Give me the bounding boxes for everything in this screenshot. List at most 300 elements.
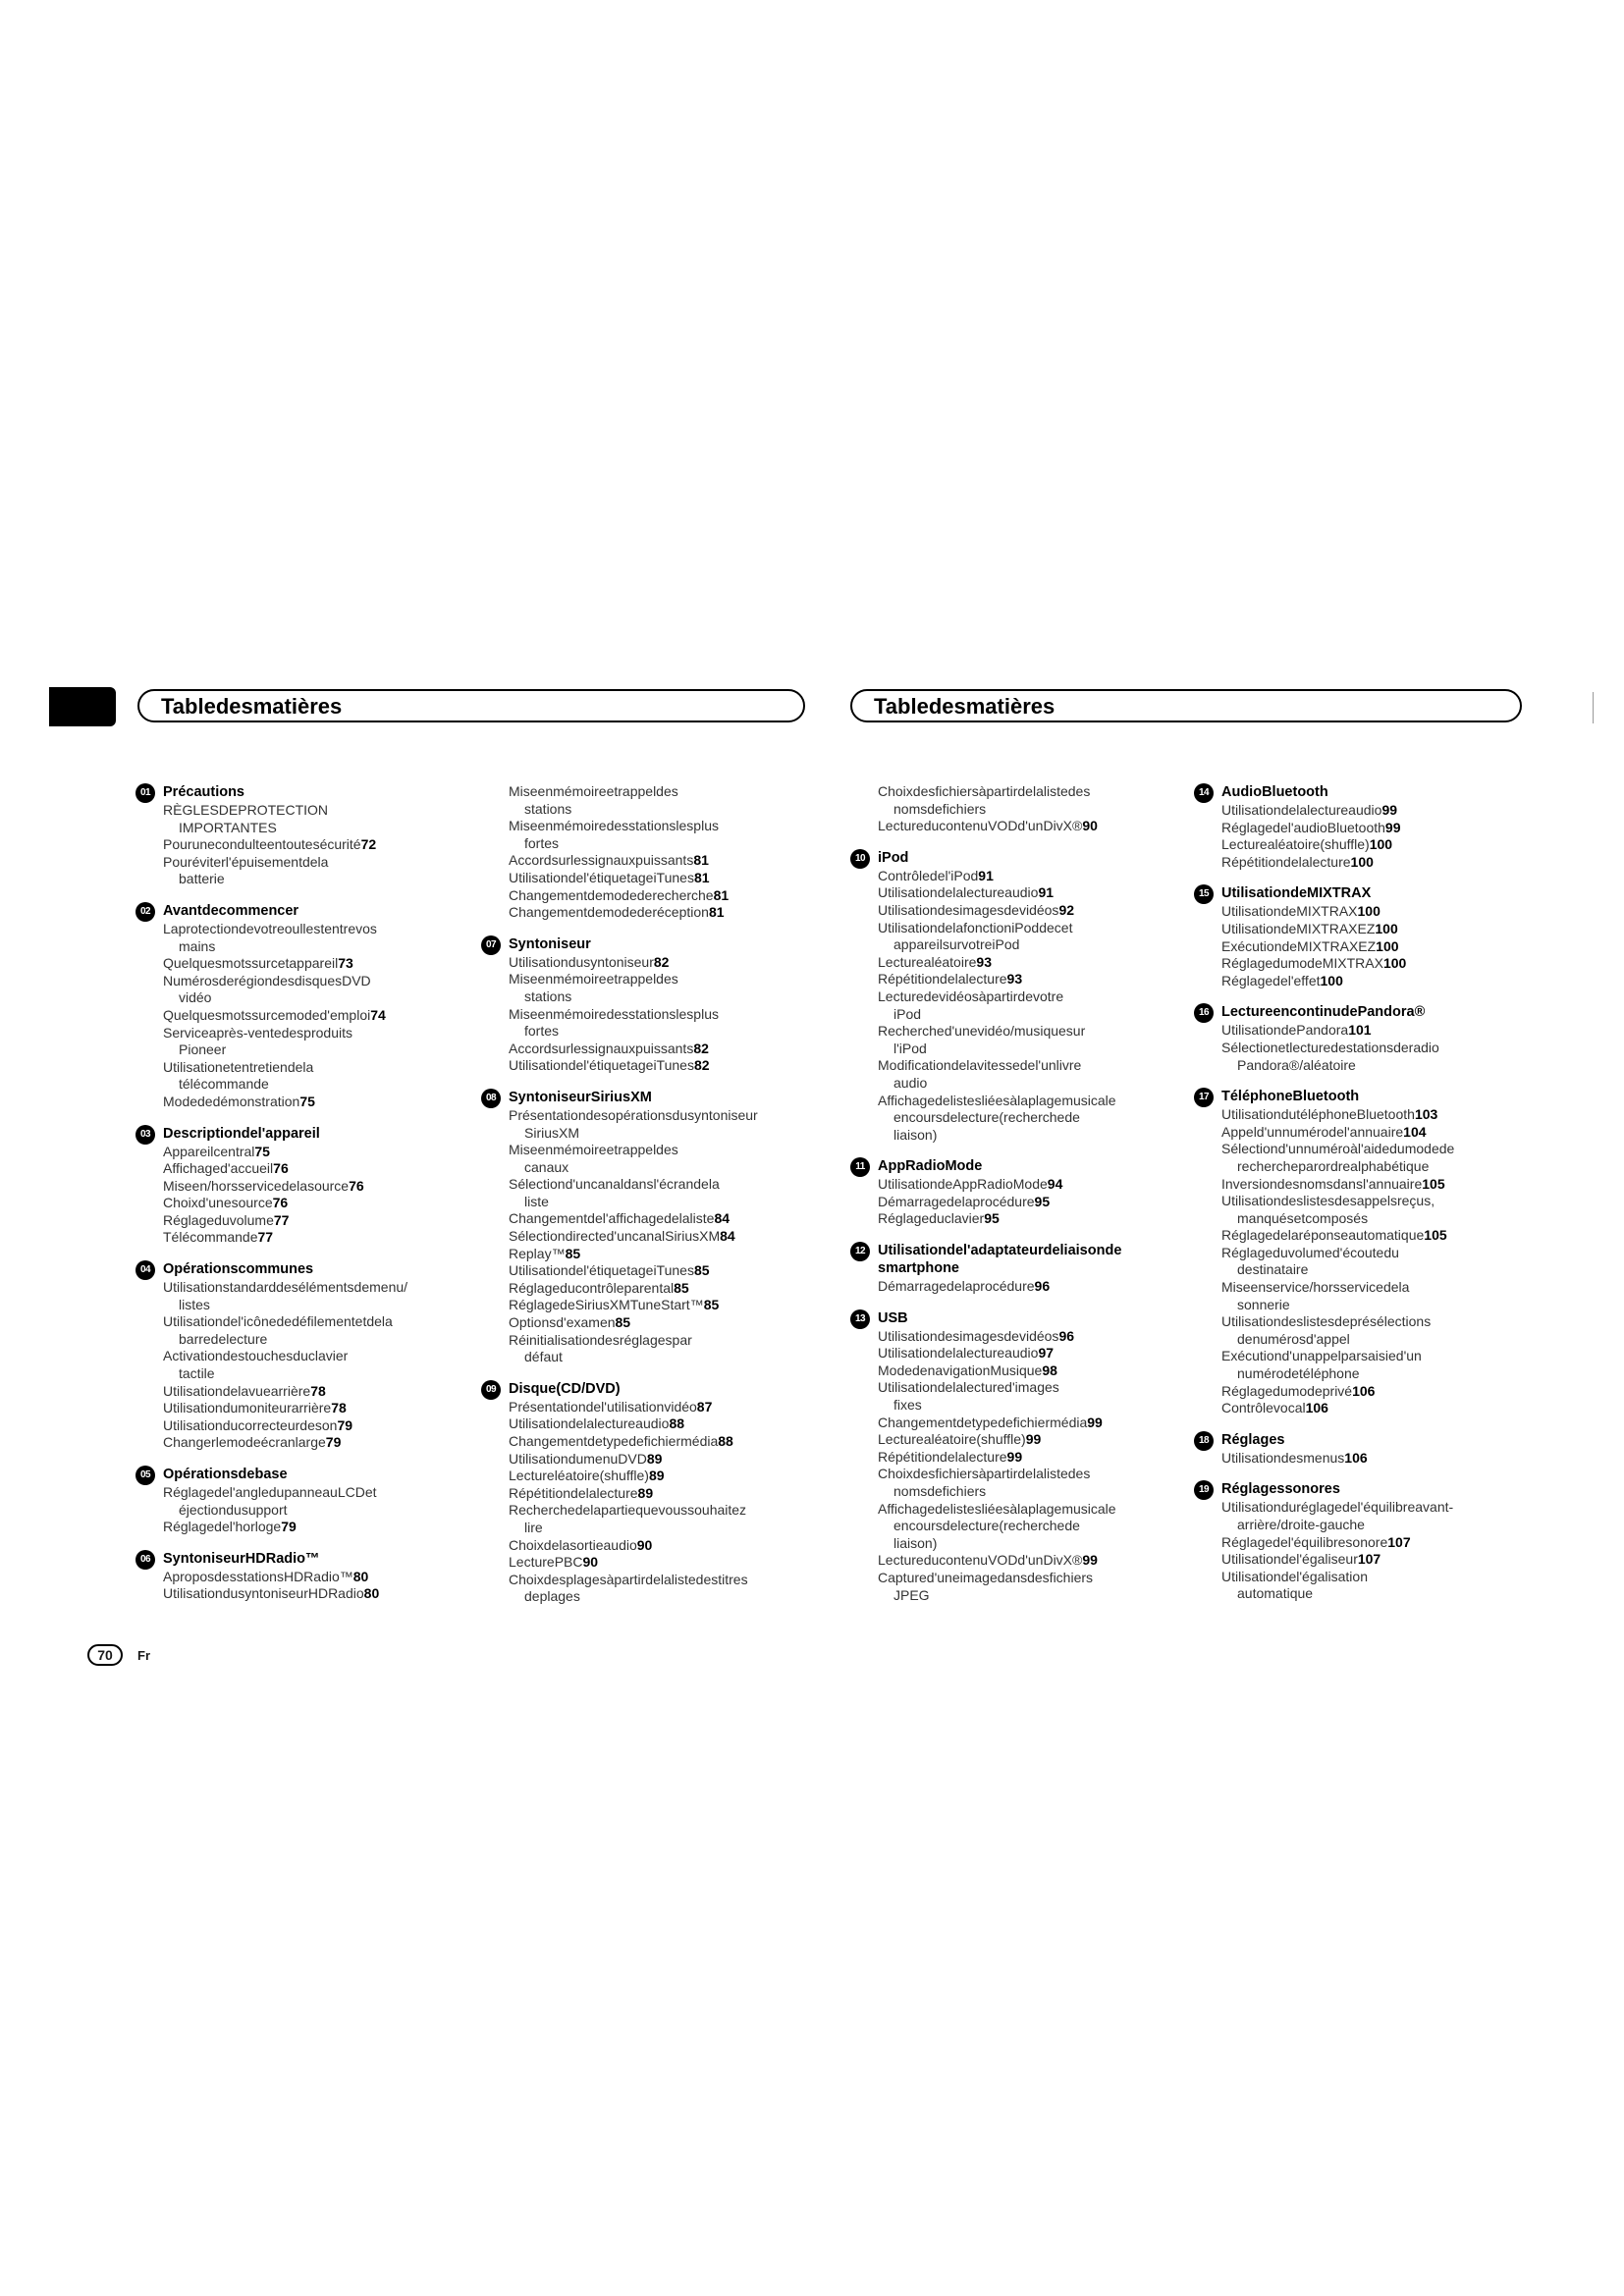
entry-text: Miseenmémoireetrappeldes [509,783,678,799]
entry-text: Utilisationdelavuearrière [163,1382,311,1399]
toc-entry[interactable] [135,1383,460,1401]
toc-entry[interactable] [1194,1022,1518,1040]
toc-entry[interactable] [1194,1313,1518,1348]
toc-entry[interactable] [481,818,805,852]
toc-entry[interactable] [850,1570,1174,1604]
entry-text: Démarragedelaprocédure [878,1278,1035,1295]
entry-text: arrière/droite-gauche [1237,1517,1365,1532]
entry-text: UtilisationdutéléphoneBluetooth [1221,1106,1415,1123]
toc-entry[interactable] [850,1415,1174,1432]
entry-text: Utilisationdesimagesdevidéos [878,1327,1059,1344]
toc-entry[interactable] [135,854,460,888]
toc-section [850,1242,1174,1296]
toc-entry[interactable] [1194,1534,1518,1552]
section-heading[interactable] [135,1550,460,1568]
toc-entry[interactable] [481,904,805,922]
toc-entry[interactable] [481,1537,805,1555]
entry-text: iPod [893,1005,922,1022]
toc-entry[interactable] [1194,921,1518,938]
toc-entry[interactable] [481,1433,805,1451]
entry-text: fortes [524,834,560,851]
section-heading[interactable] [481,1380,805,1398]
entry-page-number: 90 [582,1554,599,1571]
entry-text: Quelquesmotssurcetappareil [163,955,339,972]
toc-section [135,902,460,1111]
section-heading[interactable] [1194,884,1518,902]
toc-entry[interactable] [135,1160,460,1178]
entry-text: Miseenservice/horsservicedela [1221,1279,1410,1296]
entry-text: AproposdesstationsHDRadio™ [163,1568,353,1584]
entry-text: Changementdemodederéception [509,904,709,921]
entry-text: télécommande [179,1076,269,1093]
toc-entry[interactable] [135,1434,460,1452]
toc-entry[interactable] [850,1379,1174,1414]
entry-page-number: 75 [254,1143,270,1159]
section-heading[interactable] [481,1089,805,1106]
section-heading[interactable] [135,783,460,801]
entry-text: Modificationdelavitessedel'unlivre [878,1057,1082,1074]
section-number-badge: 03 [135,1125,155,1145]
entry-text: RéglagedeSiriusXMTuneStart™ [509,1297,704,1313]
toc-entry[interactable] [481,954,805,972]
section-number-badge: 01 [135,783,155,803]
entry-text: Utilisationducorrecteurdeson [163,1416,338,1433]
entry-page-number: 81 [713,886,730,903]
toc-entry[interactable] [135,1025,460,1059]
entry-text: Appeld'unnumérodel'annuaire [1221,1123,1404,1140]
entry-text: Utilisationdel'égalisation [1221,1568,1368,1584]
section-heading[interactable] [135,1260,460,1278]
toc-entry[interactable] [850,988,1174,1023]
entry-page-number: 98 [1042,1362,1057,1378]
entry-page-number: 82 [693,1057,710,1074]
toc-entry[interactable] [850,1278,1174,1296]
toc-section [1194,1431,1518,1468]
toc-entry[interactable] [135,836,460,854]
toc-entry[interactable] [135,1195,460,1212]
entry-text: Réglagedel'équilibresonore [1221,1533,1388,1550]
toc-entry[interactable] [850,1362,1174,1380]
section-number-badge: 17 [1194,1088,1214,1107]
entry-text: UtilisationdeMIXTRAX [1221,903,1358,920]
entry-page-number: 87 [696,1398,713,1415]
entry-text: Exécutiond'unappelparsaisied'un [1221,1348,1422,1364]
toc-entry[interactable] [135,973,460,1007]
entry-page-number: 106 [1305,1400,1328,1416]
entry-text: Réglageducontrôleparental [509,1279,675,1296]
toc-entry[interactable] [850,1176,1174,1194]
toc-entry[interactable] [135,1484,460,1519]
entry-text: Miseenmémoiredesstationslesplus [509,1005,719,1022]
toc-entry[interactable] [850,971,1174,988]
toc-section [481,1380,805,1606]
toc-entry[interactable] [850,1345,1174,1362]
entry-page-number: 99 [1381,802,1398,818]
toc-section [135,1466,460,1536]
toc-entry[interactable] [135,1519,460,1536]
toc-entry[interactable] [481,852,805,870]
toc-entry[interactable] [1194,854,1518,872]
entry-text: UtilisationdePandora [1221,1022,1349,1039]
toc-entry[interactable] [1194,1383,1518,1401]
section-heading[interactable] [1194,783,1518,801]
entry-text: Laprotectiondevotreoullestentrevos [163,920,377,936]
section-tab-marker [49,687,116,726]
section-title: LectureencontinudePandora® [1221,1004,1426,1021]
section-number-badge: 06 [135,1550,155,1570]
toc-entry[interactable] [481,1572,805,1606]
toc-entry[interactable] [481,1262,805,1280]
entry-page-number: 85 [565,1245,581,1261]
section-title: Réglagessonores [1221,1481,1340,1498]
toc-entry[interactable] [481,1246,805,1263]
toc-entry[interactable] [481,1280,805,1298]
toc-entry[interactable] [850,1194,1174,1211]
toc-entry[interactable] [135,1178,460,1196]
entry-text: Changementdel'affichagedelaliste [509,1210,715,1227]
section-heading[interactable] [850,849,1174,867]
toc-entry[interactable] [481,1041,805,1058]
entry-text: Recherchedelapartiequevoussouhaitez [509,1502,747,1519]
toc-entry[interactable] [1194,1348,1518,1382]
toc-entry[interactable] [1194,802,1518,820]
entry-page-number: 84 [720,1228,735,1245]
toc-entry[interactable] [850,1210,1174,1228]
section-heading[interactable] [135,902,460,920]
entry-page-number: 77 [273,1211,290,1228]
toc-entry[interactable] [481,1502,805,1536]
entry-page-number: 78 [310,1382,326,1399]
entry-text: LectureducontenuVODd'unDivX® [878,1552,1083,1569]
toc-entry[interactable] [481,1314,805,1332]
entry-text: Utilisationetentretiendela [163,1058,314,1075]
section-number-badge: 07 [481,935,501,955]
section-heading[interactable] [1194,1431,1518,1449]
section-number-badge: 15 [1194,884,1214,904]
entry-text: RÈGLESDEPROTECTION [163,802,329,818]
toc-section [850,1309,1174,1605]
toc-entry[interactable] [850,1466,1174,1500]
entry-text: LecturePBC [509,1554,583,1571]
entry-page-number: 80 [352,1568,369,1584]
entry-text: nomsdefichiers [893,800,987,817]
entry-text: Présentationdesopérationsdusyntoniseur [509,1106,758,1123]
entry-text: Réglagedel'horloge [163,1519,282,1535]
section-number-badge: 18 [1194,1431,1214,1451]
toc-entry[interactable] [1194,1569,1518,1603]
toc-entry[interactable] [135,1229,460,1247]
entry-page-number: 99 [1025,1431,1042,1448]
toc-entry[interactable] [1194,1450,1518,1468]
page-number: 70 [87,1644,123,1666]
toc-entry[interactable] [1194,955,1518,973]
entry-text: Répétitiondelalecture [509,1484,638,1501]
section-title: AppRadioMode [878,1158,983,1175]
toc-section [481,783,805,922]
entry-page-number: 79 [281,1519,297,1535]
toc-entry[interactable] [1194,1106,1518,1124]
toc-entry[interactable] [481,1006,805,1041]
section-heading[interactable] [1194,1003,1518,1021]
entry-text: Utilisationstandarddesélémentsdemenu/ [163,1279,408,1296]
toc-entry[interactable] [481,1554,805,1572]
section-heading[interactable] [135,1466,460,1483]
entry-page-number: 93 [976,953,992,970]
toc-entry[interactable] [135,1585,460,1603]
entry-page-number: 100 [1369,836,1393,853]
entry-text: mains [179,937,216,954]
entry-text: listes [179,1296,210,1312]
entry-page-number: 95 [984,1210,1000,1227]
toc-entry[interactable] [135,1279,460,1313]
toc-entry[interactable] [1194,1227,1518,1245]
entry-text: Répétitiondelalecture [878,971,1007,988]
entry-text: Replay™ [509,1245,566,1261]
toc-column-1 [135,783,460,1617]
toc-entry[interactable] [850,1552,1174,1570]
toc-entry[interactable] [481,1210,805,1228]
entry-page-number: 94 [1047,1176,1063,1193]
toc-section [1194,1088,1518,1417]
toc-entry[interactable] [1194,938,1518,956]
section-heading[interactable] [135,1125,460,1143]
entry-text: Utilisationdelalectured'images [878,1379,1059,1396]
section-title: AudioBluetooth [1221,784,1328,800]
entry-text: batterie [179,871,225,887]
toc-entry[interactable] [135,1059,460,1094]
entry-text: fixes [893,1397,922,1414]
section-title: SyntoniseurSiriusXM [509,1089,652,1105]
entry-text: ModedenavigationMusique [878,1362,1043,1378]
toc-entry[interactable] [481,1176,805,1210]
entry-text: Réglagedel'audioBluetooth [1221,819,1385,835]
entry-text: Sélectiond'unnuméroàl'aidedumodede [1221,1141,1455,1157]
toc-entry[interactable] [850,1023,1174,1057]
entry-text: deplages [524,1588,580,1605]
toc-entry[interactable] [1194,903,1518,921]
entry-page-number: 91 [1038,884,1055,901]
entry-page-number: 92 [1058,901,1075,918]
toc-entry[interactable] [481,1415,805,1433]
entry-text: Utilisationdel'icônededéfilementetdela [163,1313,393,1330]
toc-section [481,935,805,1075]
entry-page-number: 81 [693,852,709,869]
page-title-left: Tabledesmatières [161,694,343,719]
section-heading[interactable] [1194,1088,1518,1105]
toc-entry[interactable] [481,1228,805,1246]
toc-entry[interactable] [850,1431,1174,1449]
toc-entry[interactable] [481,1107,805,1142]
toc-entry[interactable] [850,1057,1174,1092]
entry-page-number: 85 [674,1279,689,1296]
toc-entry[interactable] [135,1400,460,1417]
toc-entry[interactable] [135,955,460,973]
toc-entry[interactable] [850,1449,1174,1467]
entry-text: Télécommande [163,1229,258,1246]
entry-page-number: 107 [1387,1533,1411,1550]
toc-entry[interactable] [1194,1124,1518,1142]
entry-text: UtilisationdusyntoniseurHDRadio [163,1585,364,1602]
toc-entry[interactable] [850,884,1174,902]
toc-entry[interactable] [1194,836,1518,854]
section-title: Réglages [1221,1431,1285,1448]
section-number-badge: 19 [1194,1480,1214,1500]
entry-page-number: 85 [615,1314,631,1331]
toc-entry[interactable] [1194,1176,1518,1194]
toc-entry[interactable] [1194,1499,1518,1533]
toc-entry[interactable] [850,902,1174,920]
toc-entry[interactable] [850,783,1174,818]
entry-page-number: 99 [1384,819,1401,835]
toc-entry[interactable] [135,1417,460,1435]
section-title: SyntoniseurHDRadio™ [163,1550,320,1567]
section-heading[interactable] [1194,1480,1518,1498]
toc-entry[interactable] [135,1313,460,1348]
toc-entry[interactable] [135,1144,460,1161]
entry-page-number: 74 [370,1006,386,1023]
entry-text: Sélectionetlecturedestationsderadio [1221,1039,1439,1055]
section-title: Utilisationdel'adaptateurdeliaisonde smartphone [878,1243,1122,1277]
entry-text: Serviceaprès-ventedesproduits [163,1024,352,1041]
section-number-badge: 02 [135,902,155,922]
toc-entry[interactable] [1194,1040,1518,1074]
entry-text: Réglagedel'angledupanneauLCDet [163,1484,377,1500]
entry-text: Réglageduclavier [878,1210,985,1227]
entry-text: Choixdesfichiersàpartirdelalistedes [878,783,1091,799]
section-number-badge: 04 [135,1260,155,1280]
toc-entry[interactable] [1194,1141,1518,1175]
entry-page-number: 75 [299,1093,315,1109]
entry-text: Lecturealéatoire(shuffle) [878,1431,1026,1448]
toc-section [1194,783,1518,871]
entry-text: Lecturealéatoire(shuffle) [1221,836,1370,853]
toc-section [135,783,460,888]
toc-entry[interactable] [481,971,805,1005]
toc-entry[interactable] [850,1093,1174,1145]
entry-text: Réglagedel'effet [1221,972,1321,988]
toc-column-4 [1194,783,1518,1617]
toc-entry[interactable] [850,1501,1174,1553]
toc-entry[interactable] [1194,1400,1518,1417]
entry-text: stations [524,800,572,817]
toc-entry[interactable] [850,1328,1174,1346]
toc-entry[interactable] [1194,973,1518,990]
toc-entry[interactable] [1194,1279,1518,1313]
entry-page-number: 105 [1424,1227,1447,1244]
entry-text: Utilisationdel'étiquetageiTunes [509,1057,694,1074]
toc-entry[interactable] [1194,1551,1518,1569]
entry-page-number: 78 [331,1400,347,1416]
entry-page-number: 88 [718,1433,733,1449]
section-title: UtilisationdeMIXTRAX [1221,885,1372,902]
entry-page-number: 80 [363,1585,380,1602]
entry-page-number: 93 [1006,971,1023,988]
entry-text: appareilsurvotreiPod [893,936,1020,953]
entry-page-number: 76 [272,1195,289,1211]
entry-text: Recherched'unevidéo/musiquesur [878,1023,1086,1040]
toc-entry[interactable] [481,1485,805,1503]
entry-page-number: 100 [1320,972,1343,988]
entry-text: Réglageduvolume [163,1211,274,1228]
section-title: iPod [878,849,909,866]
entry-text: Appareilcentral [163,1143,255,1159]
entry-text: barredelecture [179,1330,268,1347]
toc-entry[interactable] [135,1212,460,1230]
toc-section [1194,884,1518,989]
entry-page-number: 104 [1403,1123,1427,1140]
entry-text: IMPORTANTES [179,819,277,835]
toc-entry[interactable] [481,1142,805,1176]
section-heading[interactable] [850,1157,1174,1175]
toc-entry[interactable] [135,1569,460,1586]
entry-text: stations [524,988,572,1004]
entry-text: Choixdesfichiersàpartirdelalistedes [878,1466,1091,1482]
toc-entry[interactable] [481,1297,805,1314]
entry-text: Contrôlevocal [1221,1400,1306,1416]
entry-page-number: 72 [360,836,377,853]
toc-entry[interactable] [481,1057,805,1075]
toc-entry[interactable] [850,920,1174,954]
entry-text: LectureducontenuVODd'unDivX® [878,818,1083,834]
entry-text: Optionsd'examen [509,1314,616,1331]
toc-entry[interactable] [481,1451,805,1468]
toc-entry[interactable] [135,1007,460,1025]
entry-text: Sélectiond'uncanaldansl'écrandela [509,1176,720,1193]
toc-entry[interactable] [481,887,805,905]
section-heading[interactable] [850,1242,1174,1277]
toc-entry[interactable] [850,818,1174,835]
entry-text: Utilisationduréglagedel'équilibreavant- [1221,1499,1454,1516]
entry-text: manquésetcomposés [1237,1209,1369,1226]
entry-text: Choixd'unesource [163,1195,273,1211]
toc-entry[interactable] [135,802,460,836]
toc-entry[interactable] [135,1094,460,1111]
entry-text: nomsdefichiers [893,1483,987,1499]
toc-entry[interactable] [481,1332,805,1366]
toc-entry[interactable] [481,1468,805,1485]
entry-page-number: 95 [1034,1193,1051,1209]
entry-text: RéglagedumodeMIXTRAX [1221,955,1383,972]
section-number-badge: 09 [481,1380,501,1400]
toc-entry[interactable] [1194,820,1518,837]
language-label: Fr [137,1648,150,1663]
entry-text: UtilisationdelafonctioniPoddecet [878,919,1073,935]
section-heading[interactable] [850,1309,1174,1327]
entry-page-number: 106 [1344,1449,1368,1466]
toc-entry[interactable] [850,954,1174,972]
toc-section [135,1125,460,1248]
toc-entry[interactable] [135,1348,460,1382]
entry-text: Miseenmémoireetrappeldes [509,1142,678,1158]
entry-text: destinataire [1237,1261,1309,1278]
section-title: USB [878,1309,908,1326]
entry-text: Changerlemodeécranlarge [163,1434,326,1451]
entry-text: Répétitiondelalecture [878,1448,1007,1465]
toc-entry[interactable] [481,870,805,887]
toc-entry[interactable] [135,921,460,955]
entry-text: Réinitialisationdesréglagespar [509,1331,692,1348]
entry-text: liaison) [893,1534,938,1551]
toc-entry[interactable] [1194,1245,1518,1279]
toc-entry[interactable] [850,868,1174,885]
toc-entry[interactable] [481,783,805,818]
section-heading[interactable] [481,935,805,953]
toc-entry[interactable] [1194,1193,1518,1227]
entry-page-number: 99 [1082,1552,1098,1569]
section-title: TéléphoneBluetooth [1221,1089,1360,1105]
toc-entry[interactable] [481,1399,805,1416]
entry-text: Lecturedevidéosàpartirdevotre [878,988,1064,1004]
